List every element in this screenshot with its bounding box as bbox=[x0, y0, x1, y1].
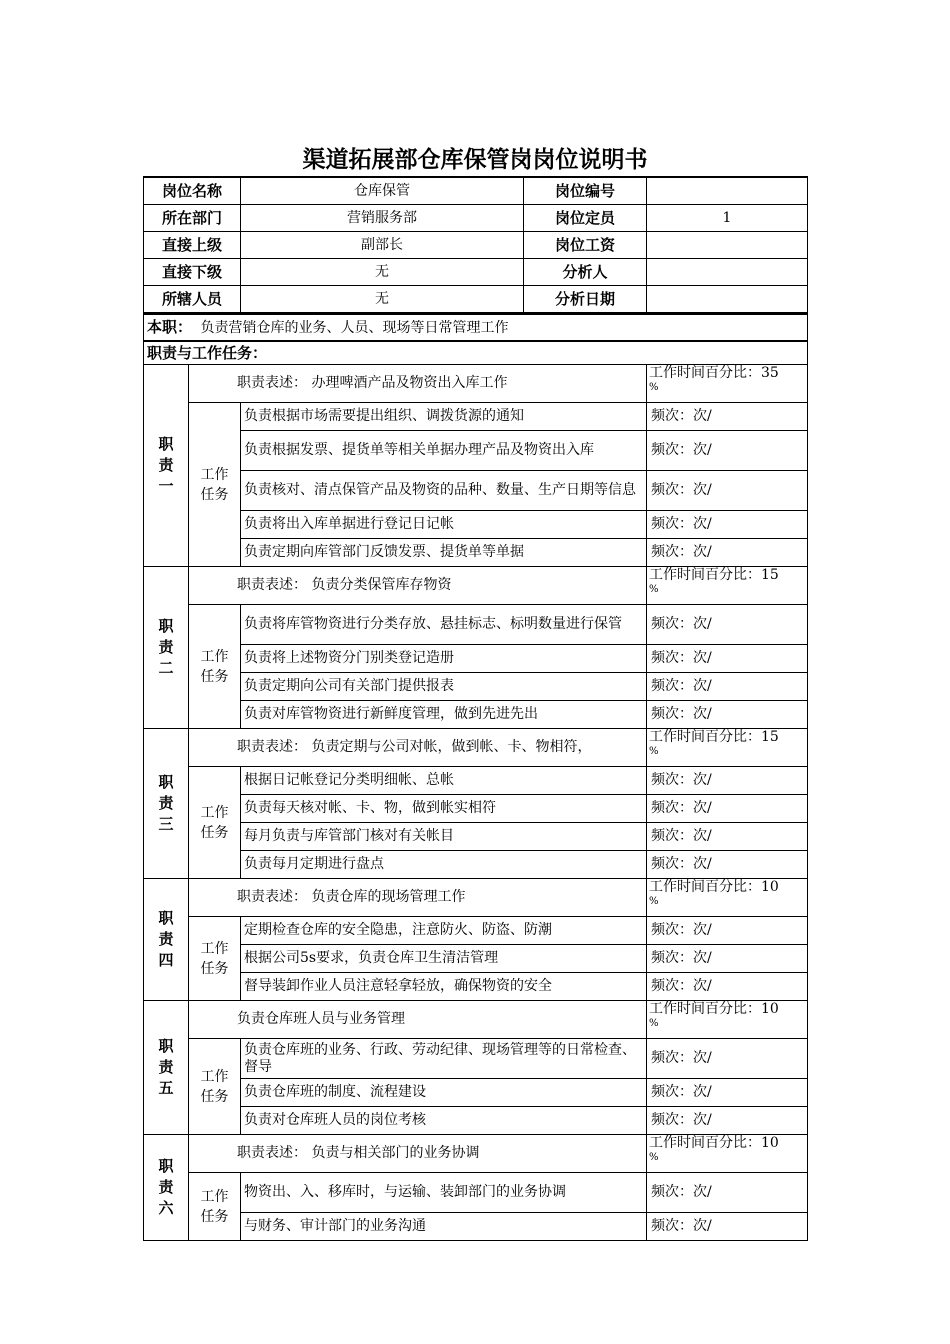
task-text: 负责根据发票、提货单等相关单据办理产品及物资出入库 bbox=[241, 431, 647, 471]
duty-statement-row bbox=[144, 365, 808, 403]
duty-statement-row bbox=[144, 879, 808, 917]
time-percentage-text: 工作时间百分比：35 bbox=[649, 365, 779, 381]
header-row-2 bbox=[144, 205, 808, 232]
header-row-1 bbox=[144, 177, 808, 205]
document-title: 渠道拓展部仓库保管岗岗位说明书 bbox=[302, 147, 648, 173]
duty-name bbox=[144, 365, 189, 567]
duties-heading: 职责与工作任务： bbox=[144, 341, 808, 365]
percent-sign: % bbox=[649, 1018, 659, 1029]
task-label bbox=[189, 605, 241, 729]
time-percentage bbox=[647, 1001, 808, 1039]
salary-label: 岗位工资 bbox=[555, 235, 616, 254]
department-cell bbox=[241, 205, 647, 232]
task-frequency: 频次：次/ bbox=[647, 795, 808, 823]
task-row bbox=[144, 539, 808, 567]
task-text: 负责每月定期进行盘点 bbox=[241, 851, 647, 879]
task-frequency: 频次：次/ bbox=[647, 945, 808, 973]
task-text: 根据公司5s要求，负责仓库卫生清洁管理 bbox=[241, 945, 647, 973]
headcount-label: 岗位定员 bbox=[555, 208, 616, 227]
task-row bbox=[144, 1039, 808, 1079]
header-row-4 bbox=[144, 259, 808, 286]
duty-name-char: 责 bbox=[158, 794, 174, 812]
task-row bbox=[144, 471, 808, 511]
duty-name-char: 一 bbox=[158, 477, 174, 495]
task-frequency: 频次：次/ bbox=[647, 673, 808, 701]
subordinate-cell bbox=[241, 259, 647, 286]
task-label-line: 任务 bbox=[200, 486, 229, 503]
duty-name-char: 责 bbox=[158, 456, 174, 474]
managed-value: 无 bbox=[241, 286, 524, 312]
headcount-value: 1 bbox=[647, 205, 808, 232]
task-row bbox=[144, 1213, 808, 1241]
duty-statement-row bbox=[144, 729, 808, 767]
analysis-date-value bbox=[647, 286, 808, 314]
task-text: 定期检查仓库的安全隐患，注意防火、防盗、防潮 bbox=[241, 917, 647, 945]
duty-name bbox=[144, 729, 189, 879]
time-percentage-text: 工作时间百分比：10 bbox=[649, 1135, 779, 1151]
job-description-table bbox=[143, 176, 808, 1241]
task-label-line: 工作 bbox=[200, 466, 229, 483]
task-row bbox=[144, 795, 808, 823]
task-text: 物资出、入、移库时，与运输、装卸部门的业务协调 bbox=[241, 1173, 647, 1213]
subordinate-label: 直接下级 bbox=[144, 259, 241, 286]
task-row bbox=[144, 403, 808, 431]
task-row bbox=[144, 823, 808, 851]
task-frequency: 频次：次/ bbox=[647, 851, 808, 879]
task-label-line: 工作 bbox=[200, 1188, 229, 1205]
task-row bbox=[144, 1173, 808, 1213]
task-text: 负责核对、清点保管产品及物资的品种、数量、生产日期等信息 bbox=[241, 471, 647, 511]
task-label-line: 任务 bbox=[200, 1088, 229, 1105]
department-label: 所在部门 bbox=[144, 205, 241, 232]
task-text: 每月负责与库管部门核对有关帐目 bbox=[241, 823, 647, 851]
duty-statement: 职责表述： 办理啤酒产品及物资出入库工作 bbox=[189, 365, 647, 403]
superior-value: 副部长 bbox=[241, 232, 524, 258]
superior-label: 直接上级 bbox=[144, 232, 241, 259]
task-frequency: 频次：次/ bbox=[647, 511, 808, 539]
duty-statement: 职责表述： 负责与相关部门的业务协调 bbox=[189, 1135, 647, 1173]
duty-name-char: 职 bbox=[158, 617, 174, 635]
duty-name bbox=[144, 1135, 189, 1241]
header-row-5 bbox=[144, 286, 808, 314]
task-frequency: 频次：次/ bbox=[647, 1039, 808, 1079]
duty-statement: 职责表述： 负责分类保管库存物资 bbox=[189, 567, 647, 605]
position-name-label: 岗位名称 bbox=[144, 177, 241, 205]
task-frequency: 频次：次/ bbox=[647, 539, 808, 567]
duty-name-char: 三 bbox=[158, 815, 174, 833]
task-frequency: 频次：次/ bbox=[647, 701, 808, 729]
analyst-value bbox=[647, 259, 808, 286]
task-text: 负责仓库班的业务、行政、劳动纪律、现场管理等的日常检查、督导 bbox=[241, 1039, 647, 1079]
department-value: 营销服务部 bbox=[241, 205, 524, 231]
task-frequency: 频次：次/ bbox=[647, 471, 808, 511]
task-frequency: 频次：次/ bbox=[647, 1079, 808, 1107]
task-row bbox=[144, 673, 808, 701]
managed-cell bbox=[241, 286, 647, 314]
duties-heading-row bbox=[144, 341, 808, 365]
task-frequency: 频次：次/ bbox=[647, 823, 808, 851]
position-no-label: 岗位编号 bbox=[555, 181, 616, 200]
task-row bbox=[144, 605, 808, 645]
task-row bbox=[144, 511, 808, 539]
duty-name bbox=[144, 1001, 189, 1135]
task-row bbox=[144, 973, 808, 1001]
task-label-line: 工作 bbox=[200, 1068, 229, 1085]
core-duty-cell bbox=[144, 314, 808, 342]
task-text: 负责根据市场需要提出组织、调拨货源的通知 bbox=[241, 403, 647, 431]
duty-statement-row bbox=[144, 567, 808, 605]
time-percentage bbox=[647, 365, 808, 403]
analysis-date-label: 分析日期 bbox=[555, 289, 616, 308]
task-frequency: 频次：次/ bbox=[647, 645, 808, 673]
superior-cell bbox=[241, 232, 647, 259]
task-label-line: 工作 bbox=[200, 804, 229, 821]
task-text: 负责定期向公司有关部门提供报表 bbox=[241, 673, 647, 701]
position-no-value bbox=[647, 177, 808, 205]
time-percentage bbox=[647, 1135, 808, 1173]
task-frequency: 频次：次/ bbox=[647, 403, 808, 431]
task-label-line: 任务 bbox=[200, 960, 229, 977]
time-percentage-text: 工作时间百分比：10 bbox=[649, 879, 779, 895]
task-row bbox=[144, 1079, 808, 1107]
duty-statement-row bbox=[144, 1001, 808, 1039]
task-frequency: 频次：次/ bbox=[647, 1107, 808, 1135]
task-text: 负责将库管物资进行分类存放、悬挂标志、标明数量进行保管 bbox=[241, 605, 647, 645]
core-duty-label: 本职： bbox=[147, 317, 193, 336]
task-text: 负责定期向库管部门反馈发票、提货单等单据 bbox=[241, 539, 647, 567]
task-text: 负责仓库班的制度、流程建设 bbox=[241, 1079, 647, 1107]
subordinate-value: 无 bbox=[241, 259, 524, 285]
duty-name-char: 责 bbox=[158, 930, 174, 948]
task-label-line: 任务 bbox=[200, 1208, 229, 1225]
task-label-line: 工作 bbox=[200, 648, 229, 665]
percent-sign: % bbox=[649, 746, 659, 757]
task-text: 负责将出入库单据进行登记日记帐 bbox=[241, 511, 647, 539]
duty-name-char: 职 bbox=[158, 1037, 174, 1055]
task-label bbox=[189, 1039, 241, 1135]
duty-statement: 职责表述： 负责定期与公司对帐，做到帐、卡、物相符， bbox=[189, 729, 647, 767]
time-percentage bbox=[647, 567, 808, 605]
duty-name-char: 职 bbox=[158, 435, 174, 453]
time-percentage-text: 工作时间百分比：10 bbox=[649, 1001, 779, 1017]
task-frequency: 频次：次/ bbox=[647, 973, 808, 1001]
task-row bbox=[144, 1107, 808, 1135]
managed-label: 所辖人员 bbox=[144, 286, 241, 314]
task-label bbox=[189, 917, 241, 1001]
task-label-line: 任务 bbox=[200, 668, 229, 685]
duty-name-char: 二 bbox=[158, 659, 174, 677]
duty-name-char: 四 bbox=[158, 951, 174, 969]
task-row bbox=[144, 431, 808, 471]
task-text: 负责将上述物资分门别类登记造册 bbox=[241, 645, 647, 673]
task-frequency: 频次：次/ bbox=[647, 767, 808, 795]
position-name-value bbox=[241, 177, 647, 205]
duty-name-char: 五 bbox=[158, 1079, 174, 1097]
time-percentage bbox=[647, 879, 808, 917]
duty-name-char: 职 bbox=[158, 909, 174, 927]
salary-value bbox=[647, 232, 808, 259]
task-text: 与财务、审计部门的业务沟通 bbox=[241, 1213, 647, 1241]
task-row bbox=[144, 767, 808, 795]
task-label bbox=[189, 403, 241, 567]
time-percentage bbox=[647, 729, 808, 767]
task-frequency: 频次：次/ bbox=[647, 605, 808, 645]
position-name-text: 仓库保管 bbox=[241, 178, 524, 204]
duty-statement: 职责表述： 负责仓库的现场管理工作 bbox=[189, 879, 647, 917]
duty-name-char: 责 bbox=[158, 1178, 174, 1196]
task-row bbox=[144, 701, 808, 729]
duty-name-char: 六 bbox=[158, 1199, 174, 1217]
duty-name-char: 职 bbox=[158, 1157, 174, 1175]
percent-sign: % bbox=[649, 1152, 659, 1163]
task-text: 负责对仓库班人员的岗位考核 bbox=[241, 1107, 647, 1135]
time-percentage-text: 工作时间百分比：15 bbox=[649, 567, 779, 583]
task-row bbox=[144, 645, 808, 673]
task-row bbox=[144, 917, 808, 945]
task-label bbox=[189, 1173, 241, 1241]
duty-statement: 负责仓库班人员与业务管理 bbox=[189, 1001, 647, 1039]
task-text: 负责对库管物资进行新鲜度管理，做到先进先出 bbox=[241, 701, 647, 729]
core-duty-text: 负责营销仓库的业务、人员、现场等日常管理工作 bbox=[200, 319, 509, 336]
duty-name bbox=[144, 567, 189, 729]
core-duty-row bbox=[144, 314, 808, 342]
percent-sign: % bbox=[649, 896, 659, 907]
duty-name bbox=[144, 879, 189, 1001]
task-text: 负责每天核对帐、卡、物，做到帐实相符 bbox=[241, 795, 647, 823]
task-label-line: 任务 bbox=[200, 824, 229, 841]
percent-sign: % bbox=[649, 382, 659, 393]
header-row-3 bbox=[144, 232, 808, 259]
task-frequency: 频次：次/ bbox=[647, 917, 808, 945]
task-row bbox=[144, 851, 808, 879]
duty-name-char: 职 bbox=[158, 773, 174, 791]
task-label bbox=[189, 767, 241, 879]
task-row bbox=[144, 945, 808, 973]
task-frequency: 频次：次/ bbox=[647, 1213, 808, 1241]
task-frequency: 频次：次/ bbox=[647, 1173, 808, 1213]
task-label-line: 工作 bbox=[200, 940, 229, 957]
time-percentage-text: 工作时间百分比：15 bbox=[649, 729, 779, 745]
task-text: 督导装卸作业人员注意轻拿轻放，确保物资的安全 bbox=[241, 973, 647, 1001]
duty-name-char: 责 bbox=[158, 1058, 174, 1076]
task-frequency: 频次：次/ bbox=[647, 431, 808, 471]
duty-statement-row bbox=[144, 1135, 808, 1173]
percent-sign: % bbox=[649, 584, 659, 595]
analyst-label: 分析人 bbox=[562, 262, 608, 281]
task-text: 根据日记帐登记分类明细帐、总帐 bbox=[241, 767, 647, 795]
duty-name-char: 责 bbox=[158, 638, 174, 656]
